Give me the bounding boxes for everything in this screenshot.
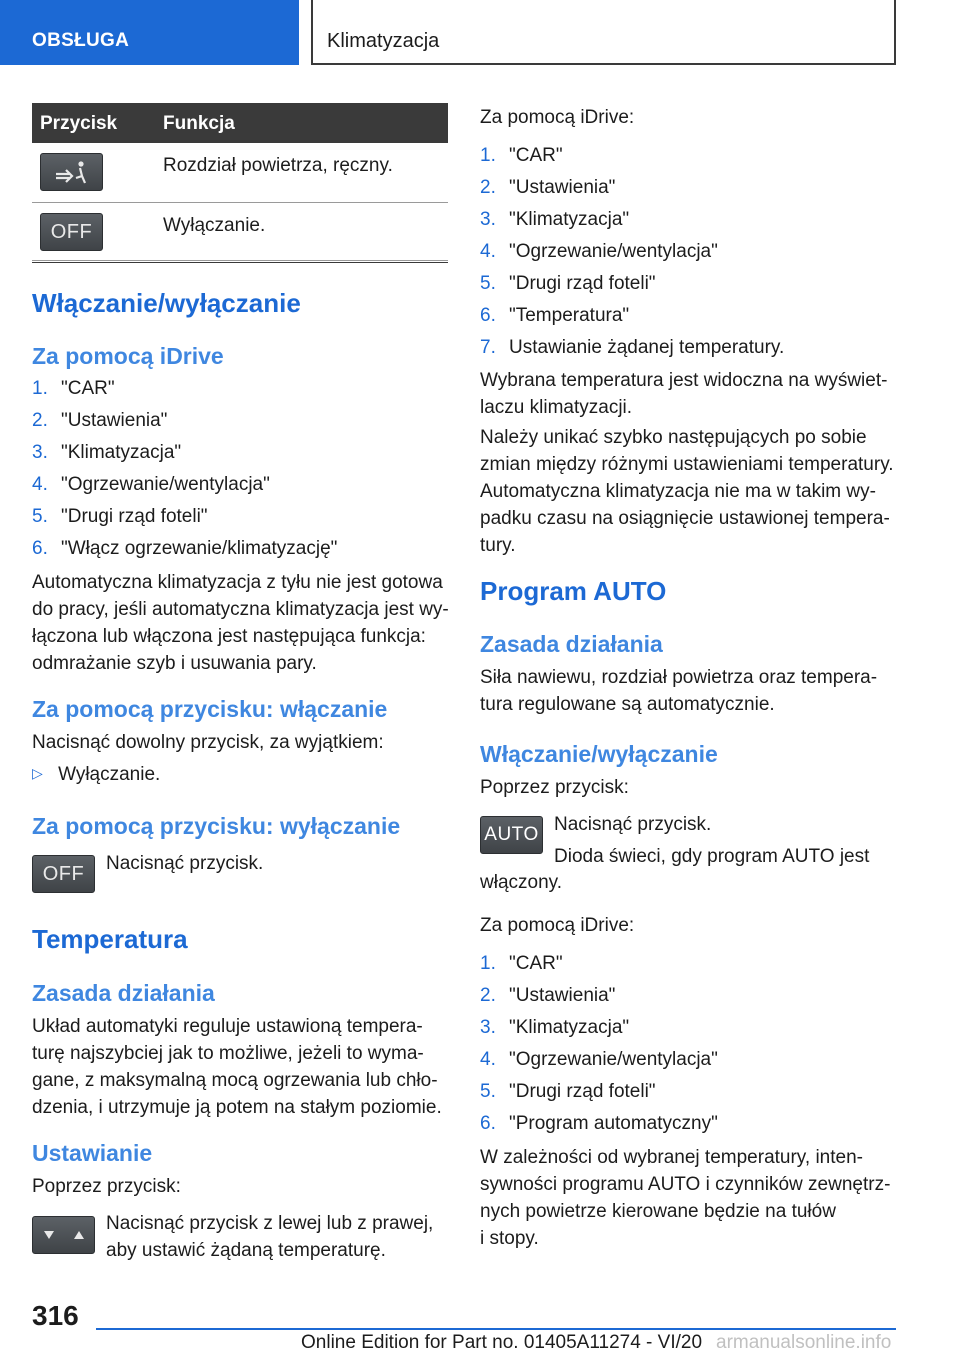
table-header (32, 103, 448, 143)
paragraph-via-idrive-auto: Za pomocą iDrive: (480, 915, 635, 936)
paragraph-via-button-auto: Poprzez przycisk: (480, 777, 629, 798)
watermark: armanualsonline.info (716, 1332, 892, 1353)
footer-rule (96, 1328, 896, 1330)
triangle-bullet-icon: ▷ (32, 765, 43, 781)
paragraph-button-on: Nacisnąć dowolny przycisk, za wyjątkiem: (32, 732, 384, 753)
heading-on-off-auto: Włączanie/wyłączanie (480, 741, 718, 767)
paragraph-led-line2: włączony. (480, 872, 563, 893)
heading-program-auto: Program AUTO (480, 576, 667, 606)
paragraph-via-button: Poprzez przycisk: (32, 1176, 181, 1197)
paragraph-avoid: Należy unikać szybko następujących po sobie zmian między różnymi ustawieniami temperatury. Automatyczna klimatyzacja nie ma w takim wy- padku czasu na osiągnięcie ustawionej tempera- tury. (480, 427, 894, 556)
heading-button-on: Za pomocą przycisku: włączanie (32, 696, 388, 722)
auto-button-icon: AUTO (480, 816, 543, 854)
header-chapter-box (311, 0, 896, 65)
paragraph-final: W zależności od wybranej temperatury, inten- sywności programu AUTO i czynników zewnętrz- nych powietrze kierowane będzie na tułów i stopy. (480, 1147, 891, 1249)
paragraph-auto-note: Automatyczna klimatyzacja z tyłu nie jest gotowa do pracy, jeśli automatyczna klimatyzacja jest wy- łączona lub włączona jest następująca funkcja: odmrażanie szyb i usuwania pary. (32, 572, 449, 674)
button-function-table (32, 103, 448, 261)
table-header-function: Funkcja (163, 113, 235, 134)
row-text: Wyłączanie. (163, 215, 266, 236)
table-header-button: Przycisk (40, 113, 118, 134)
page-number: 316 (32, 1300, 79, 1331)
row-text: Rozdział powietrza, ręczny. (163, 155, 393, 176)
paragraph-setting: Nacisnąć przycisk z lewej lub z prawej, aby ustawić żądaną temperaturę. (106, 1213, 434, 1261)
paragraph-principle: Układ automatyki reguluje ustawioną tempera- turę najszybciej jak to możliwe, jeżeli to wyma- gane, z maksymalną mocą ogrzewania lub chło- dzenia, i utrzymuje ją potem na stałym poziomie. (32, 1016, 442, 1118)
heading-principle: Zasada działania (32, 980, 215, 1006)
manual-air-distribution-icon (40, 153, 103, 191)
paragraph-press: Nacisnąć przycisk. (554, 814, 712, 835)
header-chapter-label: Klimatyzacja (327, 30, 440, 52)
heading-on-off: Włączanie/wyłączanie (32, 288, 301, 318)
paragraph-button-off: Nacisnąć przycisk. (106, 853, 264, 874)
header-section-tab (0, 0, 299, 65)
table-row (32, 143, 448, 203)
heading-button-off: Za pomocą przycisku: wyłączanie (32, 813, 401, 839)
footer-edition: Online Edition for Part no. 01405A11274 - VI/20 (301, 1332, 703, 1353)
heading-principle-auto: Zasada działania (480, 631, 663, 657)
off-button-icon: OFF (40, 213, 103, 251)
table-end-rule (32, 262, 448, 263)
bullet-item: ▷ Wyłączanie. (32, 764, 161, 785)
heading-setting: Ustawianie (32, 1140, 153, 1166)
paragraph-shown: Wybrana temperatura jest widoczna na wyświet- laczu klimatyzacji. (480, 370, 888, 418)
table-row (32, 203, 448, 261)
paragraph-led-line1: Dioda świeci, gdy program AUTO jest (554, 846, 870, 867)
paragraph-via-idrive: Za pomocą iDrive: (480, 107, 635, 128)
off-button-icon: OFF (32, 855, 95, 893)
header-section-label: OBSŁUGA (32, 30, 130, 51)
heading-temperature: Temperatura (32, 924, 188, 954)
temperature-arrows-button-icon (32, 1216, 95, 1254)
paragraph-principle-auto: Siła nawiewu, rozdział powietrza oraz tempera- tura regulowane są automatycznie. (480, 667, 878, 715)
heading-via-idrive: Za pomocą iDrive (32, 343, 224, 369)
